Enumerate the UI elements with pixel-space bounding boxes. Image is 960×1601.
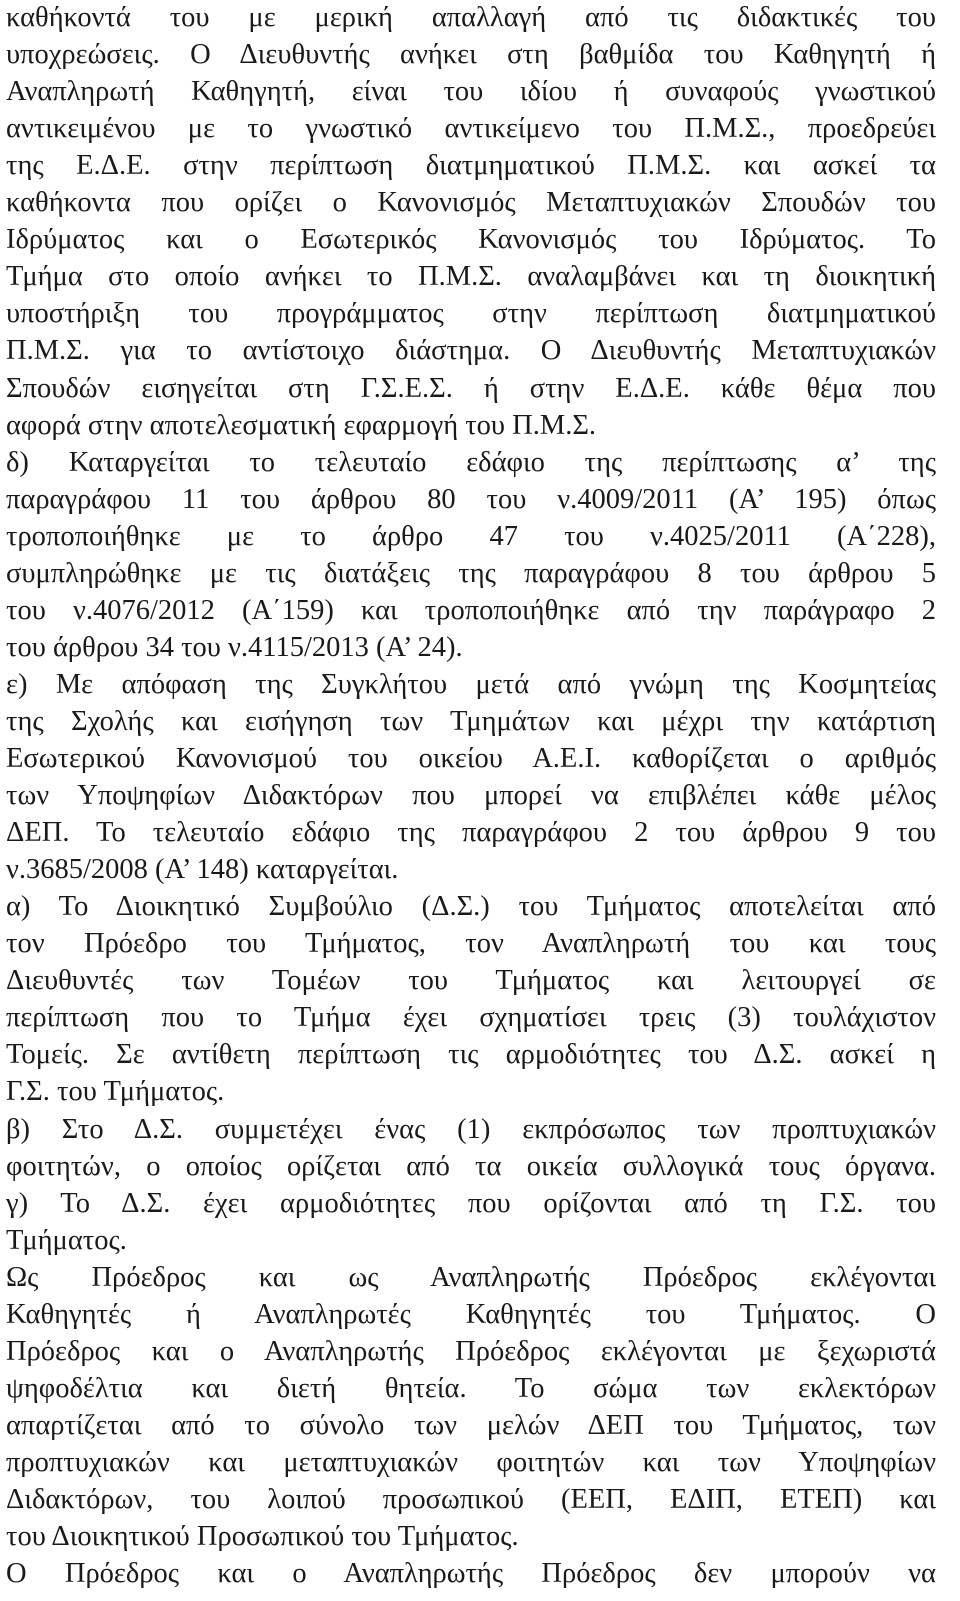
- text-line: φοιτητών, ο οποίος ορίζεται από τα οικεία συλλογικά τους όργανα.: [6, 1150, 936, 1182]
- text-line: α) Το Διοικητικό Συμβούλιο (Δ.Σ.) του Τμήματος αποτελείται από: [6, 891, 936, 923]
- text-line: τροποποιήθηκε με το άρθρο 47 του ν.4025/2011 (Α΄228),: [6, 520, 936, 552]
- text-line: υποστήριξη του προγράμματος στην περίπτωση διατμηματικού: [6, 298, 936, 330]
- text-line: καθήκοντά του με μερική απαλλαγή από τις διδακτικές του: [6, 2, 936, 33]
- text-line: Καθηγητές ή Αναπληρωτές Καθηγητές του Τμήματος. Ο: [6, 1298, 936, 1330]
- text-line: του Διοικητικού Προσωπικού του Τμήματος.: [6, 1521, 519, 1552]
- text-line: Τμήμα στο οποίο ανήκει το Π.Μ.Σ. αναλαμβάνει και τη διοικητική: [6, 261, 936, 293]
- text-line: ΔΕΠ. Το τελευταίο εδάφιο της παραγράφου 2 του άρθρου 9 του: [6, 817, 936, 849]
- text-line: β) Στο Δ.Σ. συμμετέχει ένας (1) εκπρόσωπος των προπτυχιακών: [6, 1113, 936, 1145]
- text-line: γ) Το Δ.Σ. έχει αρμοδιότητες που ορίζονται από τη Γ.Σ. του: [6, 1187, 936, 1219]
- text-line: Τμήματος.: [6, 1224, 127, 1256]
- text-line: καθήκοντα που ορίζει ο Κανονισμός Μεταπτυχιακών Σπουδών του: [6, 187, 936, 219]
- text-line: τον Πρόεδρο του Τμήματος, τον Αναπληρωτή του και τους: [6, 928, 936, 960]
- text-line: δ) Καταργείται το τελευταίο εδάφιο της περίπτωσης α’ της: [6, 446, 936, 478]
- text-line: των Υποψηφίων Διδακτόρων που μπορεί να επιβλέπει κάθε μέλος: [6, 780, 936, 811]
- text-line: του άρθρου 34 του ν.4115/2013 (Α’ 24).: [6, 631, 463, 663]
- text-line: Τομείς. Σε αντίθετη περίπτωση τις αρμοδιότητες του Δ.Σ. ασκεί η: [6, 1039, 936, 1071]
- text-line: απαρτίζεται από το σύνολο των μελών ΔΕΠ του Τμήματος, των: [6, 1409, 936, 1441]
- text-line: περίπτωση που το Τμήμα έχει σχηματίσει τρεις (3) τουλάχιστον: [6, 1002, 936, 1034]
- text-line: του ν.4076/2012 (Α΄159) και τροποποιήθηκε από την παράγραφο 2: [6, 594, 936, 626]
- text-line: της Ε.Δ.Ε. στην περίπτωση διατμηματικού Π.Μ.Σ. και ασκεί τα: [6, 150, 936, 182]
- text-line: Π.Μ.Σ. για το αντίστοιχο διάστημα. Ο Διευθυντής Μεταπτυχιακών: [6, 335, 936, 367]
- text-line: της Σχολής και εισήγηση των Τμημάτων και μέχρι την κατάρτιση: [6, 705, 936, 737]
- text-line: Ιδρύματος και ο Εσωτερικός Κανονισμός του Ιδρύματος. Το: [6, 224, 936, 256]
- text-line: Γ.Σ. του Τμήματος.: [6, 1076, 225, 1108]
- text-line: Ο Πρόεδρος και ο Αναπληρωτής Πρόεδρος δεν μπορούν να: [6, 1558, 936, 1590]
- text-line: ψηφοδέλτια και διετή θητεία. Το σώμα των εκλεκτόρων: [6, 1372, 936, 1404]
- text-line: Σπουδών εισηγείται στη Γ.Σ.Ε.Σ. ή στην Ε.Δ.Ε. κάθε θέμα που: [6, 372, 936, 404]
- text-line: υποχρεώσεις. Ο Διευθυντής ανήκει στη βαθμίδα του Καθηγητή ή: [6, 39, 936, 70]
- text-line: παραγράφου 11 του άρθρου 80 του ν.4009/2011 (Α’ 195) όπως: [6, 483, 936, 515]
- text-line: Διδακτόρων, του λοιπού προσωπικού (ΕΕΠ, ΕΔΙΠ, ΕΤΕΠ) και: [6, 1484, 936, 1515]
- text-line: προπτυχιακών και μεταπτυχιακών φοιτητών και των Υποψηφίων: [6, 1446, 936, 1478]
- text-line: συμπληρώθηκε με τις διατάξεις της παραγράφου 8 του άρθρου 5: [6, 557, 936, 589]
- text-line: Αναπληρωτή Καθηγητή, είναι του ιδίου ή συναφούς γνωστικού: [6, 76, 936, 108]
- text-line: αφορά στην αποτελεσματική εφαρμογή του Π.Μ.Σ.: [6, 409, 597, 441]
- text-line: Διευθυντές των Τομέων του Τμήματος και λειτουργεί σε: [6, 965, 936, 997]
- text-line: Ως Πρόεδρος και ως Αναπληρωτής Πρόεδρος εκλέγονται: [6, 1261, 936, 1293]
- text-line: Πρόεδρος και ο Αναπληρωτής Πρόεδρος εκλέγονται με ξεχωριστά: [6, 1335, 936, 1367]
- text-line: Εσωτερικού Κανονισμού του οικείου Α.Ε.Ι. καθορίζεται ο αριθμός: [6, 743, 936, 774]
- text-line: ν.3685/2008 (Α’ 148) καταργείται.: [6, 854, 399, 886]
- text-line: αντικειμένου με το γνωστικό αντικείμενο του Π.Μ.Σ., προεδρεύει: [6, 113, 936, 145]
- text-line: ε) Με απόφαση της Συγκλήτου μετά από γνώμη της Κοσμητείας: [6, 668, 936, 700]
